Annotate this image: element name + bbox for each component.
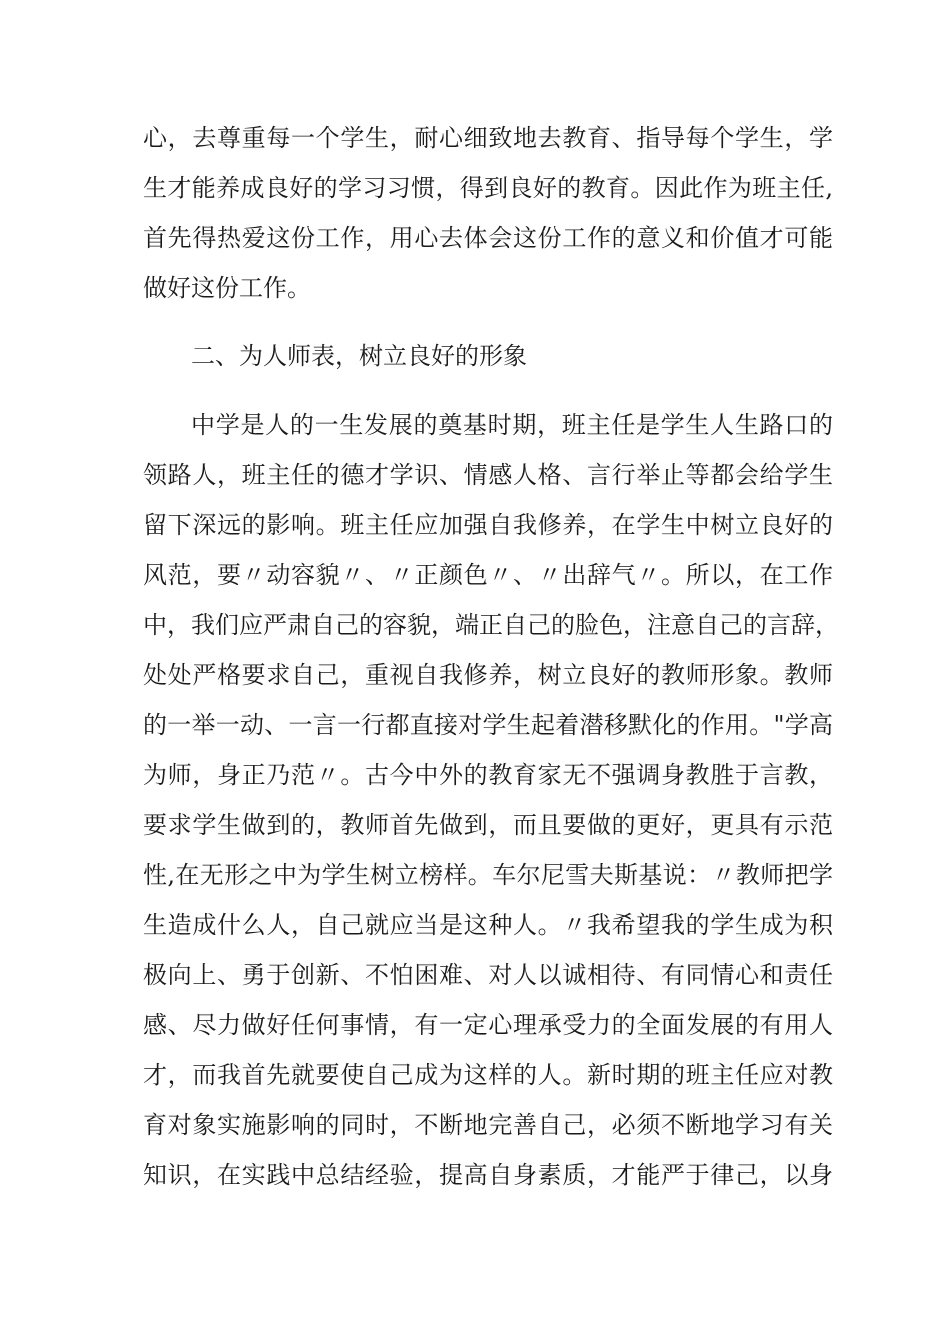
paragraph-line: 为师，身正乃范〃。古今中外的教育家无不强调身教胜于言教， <box>143 761 833 789</box>
paragraph-line: 首先得热爱这份工作，用心去体会这份工作的意义和价值才可能 <box>143 224 833 252</box>
paragraph-line: 处处严格要求自己，重视自我修养，树立良好的教师形象。教师 <box>143 661 833 689</box>
paragraph-line: 才，而我首先就要使自己成为这样的人。新时期的班主任应对教 <box>143 1061 833 1089</box>
paragraph-line: 留下深远的影响。班主任应加强自我修养，在学生中树立良好的 <box>143 511 833 539</box>
paragraph-line: 领路人，班主任的德才学识、情感人格、言行举止等都会给学生 <box>143 461 833 489</box>
paragraph-line: 性,在无形之中为学生树立榜样。车尔尼雪夫斯基说：〃教师把学 <box>143 861 833 889</box>
section-heading-text: 二、为人师表，树立良好的形象 <box>191 342 527 370</box>
paragraph-line: 生造成什么人，自己就应当是这种人。〃我希望我的学生成为积 <box>143 911 833 939</box>
paragraph-line: 中，我们应严肃自己的容貌，端正自己的脸色，注意自己的言辞， <box>143 611 839 639</box>
paragraph-line: 极向上、勇于创新、不怕困难、对人以诚相待、有同情心和责任 <box>143 961 833 989</box>
paragraph-line: 要求学生做到的，教师首先做到，而且要做的更好，更具有示范 <box>143 811 833 839</box>
paragraph-line: 生才能养成良好的学习习惯，得到良好的教育。因此作为班主任, <box>143 174 833 202</box>
paragraph-line: 风范，要〃动容貌〃、〃正颜色〃、〃出辞气〃。所以，在工作 <box>143 561 833 589</box>
paragraph-line: 感、尽力做好任何事情，有一定心理承受力的全面发展的有用人 <box>143 1011 833 1039</box>
paragraph-line: 的一举一动、一言一行都直接对学生起着潜移默化的作用。"学高 <box>143 711 833 739</box>
paragraph-2 <box>143 400 839 1200</box>
paragraph-1 <box>143 113 833 313</box>
paragraph-line: 做好这份工作。 <box>143 274 311 302</box>
paragraph-line: 育对象实施影响的同时，不断地完善自己，必须不断地学习有关 <box>143 1111 833 1139</box>
paragraph-line: 知识，在实践中总结经验，提高自身素质，才能严于律己，以身 <box>143 1161 833 1189</box>
section-heading <box>143 331 833 381</box>
paragraph-line: 中学是人的一生发展的奠基时期，班主任是学生人生路口的 <box>191 411 833 439</box>
paragraph-line: 心，去尊重每一个学生，耐心细致地去教育、指导每个学生，学 <box>143 124 833 152</box>
